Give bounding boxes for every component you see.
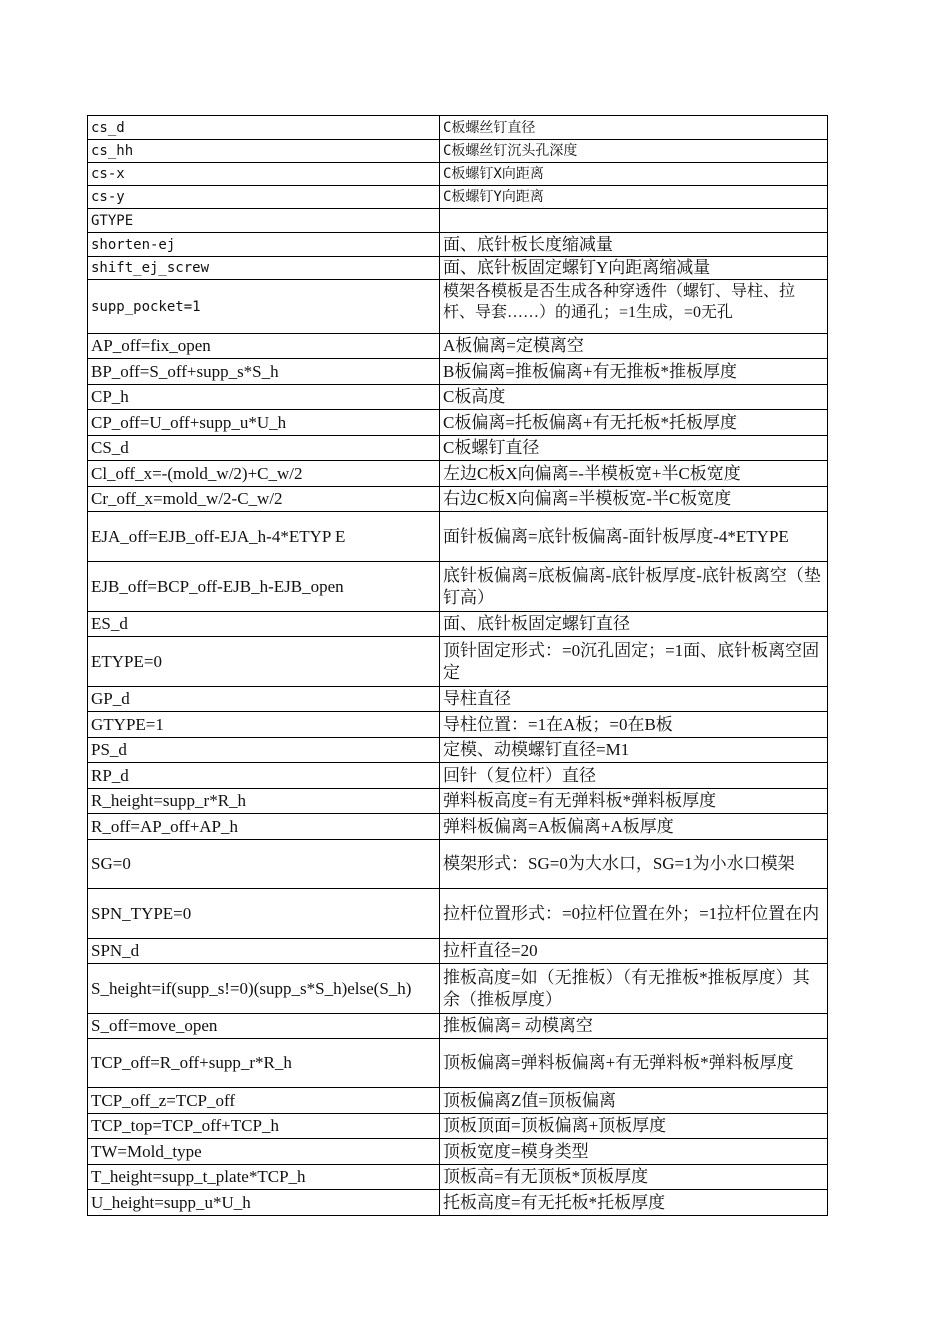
table-row	[88, 461, 828, 487]
table-row	[88, 889, 828, 939]
table-row	[88, 116, 828, 140]
desc-cell: 定模、动模螺钉直径=M1	[440, 738, 828, 763]
table-row	[88, 512, 828, 562]
param-cell: cs-y	[88, 186, 440, 209]
table-row	[88, 814, 828, 840]
table-row	[88, 840, 828, 889]
param-cell: BP_off=S_off+supp_s*S_h	[88, 359, 440, 385]
desc-cell: 导柱直径	[440, 687, 828, 712]
param-cell: R_off=AP_off+AP_h	[88, 814, 440, 840]
param-cell: SPN_TYPE=0	[88, 889, 440, 939]
table-row	[88, 410, 828, 436]
desc-cell: 拉杆直径=20	[440, 939, 828, 964]
table-row	[88, 385, 828, 410]
table-row	[88, 789, 828, 814]
param-cell: cs-x	[88, 163, 440, 186]
param-cell: TCP_off_z=TCP_off	[88, 1088, 440, 1114]
param-cell: TCP_top=TCP_off+TCP_h	[88, 1114, 440, 1139]
param-cell: GTYPE=1	[88, 712, 440, 738]
param-cell: R_height=supp_r*R_h	[88, 789, 440, 814]
parameter-table	[87, 115, 828, 1216]
desc-text: 模架各模板是否生成各种穿透件（螺钉、导柱、拉杆、导套……）的通孔；=1生成，=0无孔	[443, 282, 796, 321]
desc-cell: B板偏离=推板偏离+有无推板*推板厚度	[440, 359, 828, 385]
table-row	[88, 562, 828, 612]
table-row	[88, 1039, 828, 1088]
desc-cell: 面、底针板固定螺钉Y向距离缩减量	[440, 257, 828, 280]
param-cell: PS_d	[88, 738, 440, 763]
desc-cell: A板偏离=定模离空	[440, 334, 828, 359]
table-row	[88, 280, 828, 334]
desc-cell: 面、底针板长度缩减量	[440, 233, 828, 257]
table-row	[88, 712, 828, 738]
table-row	[88, 209, 828, 233]
table-row	[88, 163, 828, 186]
desc-cell: 模架形式：SG=0为大水口，SG=1为小水口模架	[440, 840, 828, 889]
desc-cell: C板高度	[440, 385, 828, 410]
table-row	[88, 964, 828, 1014]
desc-cell: 拉杆位置形式：=0拉杆位置在外；=1拉杆位置在内	[440, 889, 828, 939]
table-row	[88, 359, 828, 385]
table-row	[88, 1139, 828, 1165]
param-cell: CS_d	[88, 436, 440, 461]
table-row	[88, 612, 828, 637]
desc-cell: 托板高度=有无托板*托板厚度	[440, 1190, 828, 1216]
param-cell: TCP_off=R_off+supp_r*R_h	[88, 1039, 440, 1088]
desc-cell: C板偏离=托板偏离+有无托板*托板厚度	[440, 410, 828, 436]
param-cell: Cr_off_x=mold_w/2-C_w/2	[88, 487, 440, 512]
param-cell: TW=Mold_type	[88, 1139, 440, 1165]
table-row	[88, 1088, 828, 1114]
desc-cell: 顶板顶面=顶板偏离+顶板厚度	[440, 1114, 828, 1139]
param-cell: shorten-ej	[88, 233, 440, 257]
table-row	[88, 939, 828, 964]
param-cell: EJB_off=BCP_off-EJB_h-EJB_open	[88, 562, 440, 612]
desc-cell: 弹料板高度=有无弹料板*弹料板厚度	[440, 789, 828, 814]
param-cell: ES_d	[88, 612, 440, 637]
desc-cell: 推板高度=如（无推板）（有无推板*推板厚度）其余（推板厚度）	[440, 964, 828, 1014]
param-cell: Cl_off_x=-(mold_w/2)+C_w/2	[88, 461, 440, 487]
table-row	[88, 487, 828, 512]
table-row	[88, 738, 828, 763]
param-cell: ETYPE=0	[88, 637, 440, 687]
param-cell: S_height=if(supp_s!=0)(supp_s*S_h)else(S_h)	[88, 964, 440, 1014]
desc-cell: 导柱位置：=1在A板；=0在B板	[440, 712, 828, 738]
desc-cell: 顶板偏离Z值=顶板偏离	[440, 1088, 828, 1114]
param-cell: supp_pocket=1	[88, 280, 440, 334]
desc-cell: 回针（复位杆）直径	[440, 763, 828, 789]
param-cell: EJA_off=EJB_off-EJA_h-4*ETYP E	[88, 512, 440, 562]
table-row	[88, 257, 828, 280]
desc-cell: 顶板宽度=模身类型	[440, 1139, 828, 1165]
desc-cell: 顶板偏离=弹料板偏离+有无弹料板*弹料板厚度	[440, 1039, 828, 1088]
table-row	[88, 1190, 828, 1216]
param-cell: S_off=move_open	[88, 1014, 440, 1039]
table-row	[88, 436, 828, 461]
param-cell: CP_h	[88, 385, 440, 410]
table-row	[88, 1014, 828, 1039]
desc-cell: C板螺丝钉直径	[440, 116, 828, 140]
table-row	[88, 763, 828, 789]
param-cell: T_height=supp_t_plate*TCP_h	[88, 1165, 440, 1190]
desc-cell: C板螺丝钉沉头孔深度	[440, 140, 828, 163]
param-cell: RP_d	[88, 763, 440, 789]
desc-cell: 右边C板X向偏离=半模板宽-半C板宽度	[440, 487, 828, 512]
param-cell: GP_d	[88, 687, 440, 712]
desc-cell: 面、底针板固定螺钉直径	[440, 612, 828, 637]
desc-cell: C板螺钉Y向距离	[440, 186, 828, 209]
desc-cell: 弹料板偏离=A板偏离+A板厚度	[440, 814, 828, 840]
param-cell: GTYPE	[88, 209, 440, 233]
desc-cell: 底针板偏离=底板偏离-底针板厚度-底针板离空（垫钉高）	[440, 562, 828, 612]
table-row	[88, 1114, 828, 1139]
desc-cell: C板螺钉X向距离	[440, 163, 828, 186]
param-cell: SG=0	[88, 840, 440, 889]
desc-cell: 推板偏离= 动模离空	[440, 1014, 828, 1039]
param-cell: cs_hh	[88, 140, 440, 163]
table-row	[88, 233, 828, 257]
table-row	[88, 1165, 828, 1190]
param-cell: AP_off=fix_open	[88, 334, 440, 359]
desc-cell	[440, 280, 828, 334]
table-row	[88, 140, 828, 163]
param-cell: shift_ej_screw	[88, 257, 440, 280]
table-row	[88, 637, 828, 687]
table-row	[88, 334, 828, 359]
desc-cell	[440, 209, 828, 233]
table-row	[88, 687, 828, 712]
param-cell: SPN_d	[88, 939, 440, 964]
param-cell: CP_off=U_off+supp_u*U_h	[88, 410, 440, 436]
param-cell: cs_d	[88, 116, 440, 140]
param-cell: U_height=supp_u*U_h	[88, 1190, 440, 1216]
desc-cell: 顶针固定形式：=0沉孔固定；=1面、底针板离空固定	[440, 637, 828, 687]
desc-cell: 左边C板X向偏离=-半模板宽+半C板宽度	[440, 461, 828, 487]
desc-cell: C板螺钉直径	[440, 436, 828, 461]
table-row	[88, 186, 828, 209]
desc-cell: 顶板高=有无顶板*顶板厚度	[440, 1165, 828, 1190]
desc-cell: 面针板偏离=底针板偏离-面针板厚度-4*ETYPE	[440, 512, 828, 562]
